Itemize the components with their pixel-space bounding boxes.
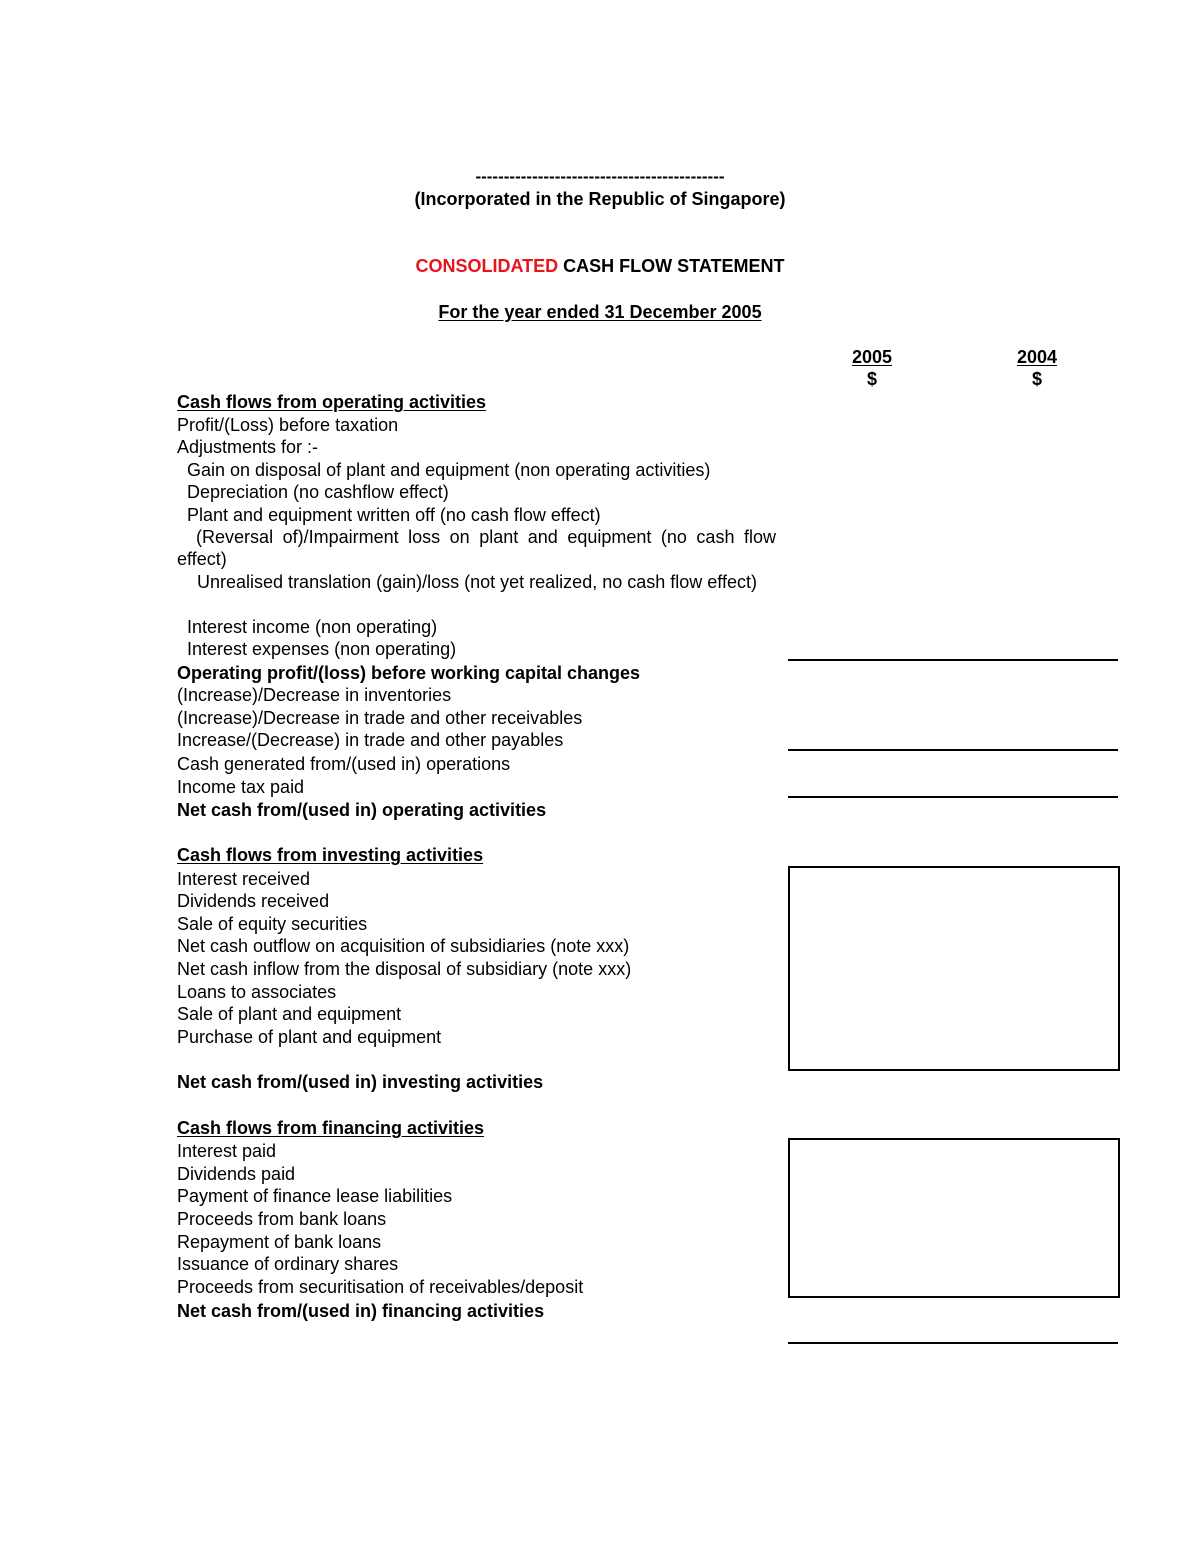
line-item: Unrealised translation (gain)/loss (not yet realized, no cash flow effect) (177, 572, 757, 592)
line-item: Loans to associates (177, 982, 337, 1002)
line-item: Interest received (177, 869, 311, 889)
line-item: Gain on disposal of plant and equipment (non operating activities) (177, 460, 711, 480)
line-item: Repayment of bank loans (177, 1232, 382, 1252)
line-item: Income tax paid (177, 777, 305, 797)
line-item: Dividends paid (177, 1164, 296, 1184)
subtotal-line: Operating profit/(loss) before working capital changes (177, 663, 641, 683)
line-item: (Increase)/Decrease in trade and other receivables (177, 708, 583, 728)
subtotal-rule (788, 749, 1118, 751)
line-item: Issuance of ordinary shares (177, 1254, 399, 1274)
line-item: Dividends received (177, 891, 330, 911)
title-consolidated: CONSOLIDATED (415, 256, 559, 276)
investing-heading: Cash flows from investing activities (177, 845, 484, 865)
total-line: Net cash from/(used in) operating activities (177, 800, 547, 820)
line-item: Payment of finance lease liabilities (177, 1186, 453, 1206)
line-item: Adjustments for :- (177, 437, 319, 457)
subtotal-rule (788, 659, 1118, 661)
column-year-2004: 2004 (1016, 347, 1058, 367)
line-item: Net cash inflow from the disposal of subsidiary (note xxx) (177, 959, 632, 979)
line-item: Depreciation (no cashflow effect) (177, 482, 449, 502)
line-item: Cash generated from/(used in) operations (177, 754, 511, 774)
line-item: (Increase)/Decrease in inventories (177, 685, 452, 705)
column-unit-2005: $ (866, 369, 877, 389)
line-item: Interest expenses (non operating) (177, 639, 457, 659)
period-text: For the year ended 31 December 2005 (438, 302, 762, 322)
column-unit-2004: $ (1031, 369, 1042, 389)
financing-amounts-box (788, 1138, 1120, 1298)
total-line: Net cash from/(used in) financing activities (177, 1301, 545, 1321)
statement-title (0, 255, 1200, 277)
investing-amounts-box (788, 866, 1120, 1071)
statement-period (0, 301, 1200, 323)
column-year-2005: 2005 (851, 347, 893, 367)
financing-heading: Cash flows from financing activities (177, 1118, 485, 1138)
line-item: Profit/(Loss) before taxation (177, 415, 399, 435)
line-item: Increase/(Decrease) in trade and other payables (177, 730, 564, 750)
total-rule (788, 1342, 1118, 1344)
title-rest: CASH FLOW STATEMENT (558, 256, 785, 276)
line-item: Interest income (non operating) (177, 617, 438, 637)
incorporation-note: (Incorporated in the Republic of Singapore) (414, 189, 786, 209)
line-item: Purchase of plant and equipment (177, 1027, 442, 1047)
subtotal-rule (788, 796, 1118, 798)
company-name-placeholder: -------------------------------------------- (475, 167, 725, 186)
line-item: Interest paid (177, 1141, 277, 1161)
line-item: (Reversal of)/Impairment loss on plant and equipment (no cash flow effect) (177, 527, 782, 569)
line-item: Plant and equipment written off (no cash flow effect) (177, 505, 601, 525)
line-item: Sale of plant and equipment (177, 1004, 402, 1024)
line-item: Proceeds from securitisation of receivables/deposit (177, 1277, 584, 1297)
operating-heading: Cash flows from operating activities (177, 392, 487, 412)
line-item: Proceeds from bank loans (177, 1209, 387, 1229)
line-item: Sale of equity securities (177, 914, 368, 934)
total-line: Net cash from/(used in) investing activities (177, 1072, 544, 1092)
line-item: Net cash outflow on acquisition of subsidiaries (note xxx) (177, 936, 630, 956)
